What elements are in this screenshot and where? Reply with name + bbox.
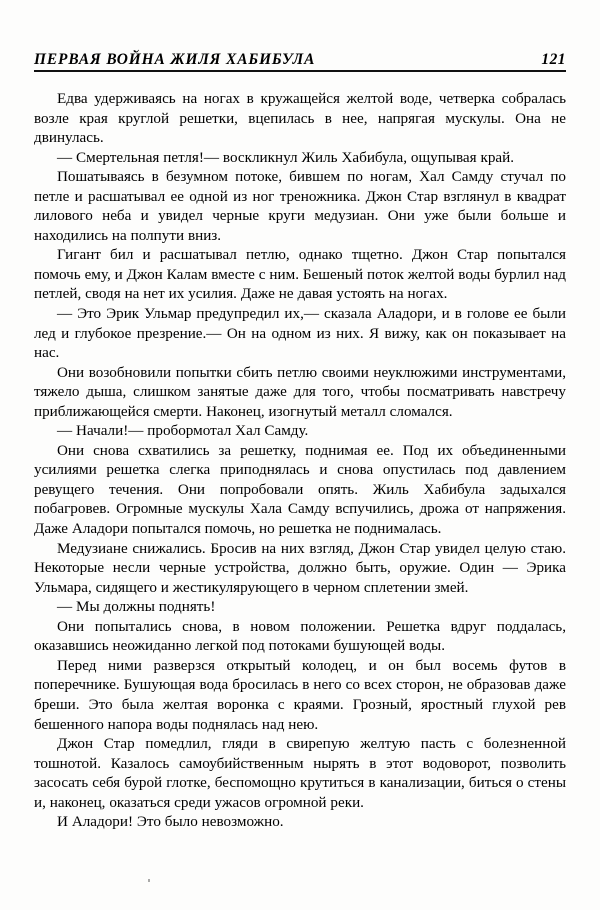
body-paragraph: Перед ними разверзся открытый колодец, и он был восемь футов в поперечнике. Бушующая вода бросилась в него со всех сторон, не образовав даже бреши. Это была желтая воронка с краями. Грозный, яростный глухой рев бешенного напора воды поднялась над нею. bbox=[34, 656, 566, 733]
body-paragraph: Медузиане снижались. Бросив на них взгляд, Джон Стар увидел целую стаю. Некоторые несли черные устройства, должно быть, оружие. Один — Эрика Ульмара, сидящего и жестикулярующего в черном сплетении змей. bbox=[34, 539, 566, 596]
body-paragraph: — Начали!— пробормотал Хал Самду. bbox=[57, 422, 309, 440]
body-paragraph: — Мы должны поднять! bbox=[57, 598, 216, 616]
running-head-title: ПЕРВАЯ ВОЙНА ЖИЛЯ ХАБИБУЛА bbox=[34, 50, 316, 68]
body-paragraph: — Смертельная петля!— воскликнул Жиль Хабибула, ощупывая край. bbox=[57, 148, 515, 166]
body-paragraph: Они снова схватились за решетку, поднимая ее. Под их объединенными усилиями решетка слегка приподнялась и снова опустилась под давлением ревущего течения. Они попробовали опять. Жиль Хабибула задыхался побагровев. Огромные мускулы Хала Самду вспучились, дрожа от напряжения. Даже Аладори попытался помочь, но решетка не поднималась. bbox=[34, 441, 566, 538]
page-number: 121 bbox=[541, 50, 566, 68]
body-text-column bbox=[34, 89, 566, 832]
running-head bbox=[34, 46, 566, 72]
body-paragraph: Гигант бил и расшатывал петлю, однако тщетно. Джон Стар попытался помочь ему, и Джон Калам вместе с ним. Бешеный поток желтой воды бурлил над петлей, сводя на нет их усилия. Даже не давая устоять на ногах. bbox=[34, 246, 566, 303]
body-paragraph: Джон Стар помедлил, гляди в свирепую желтую пасть с болезненной тошнотой. Казалось самоубийственным нырять в этот водоворот, позволить засосать себя бурой глотке, беспомощно крутиться в канализации, биться о стены и, наконец, оказаться среди ужасов огромной реки. bbox=[34, 735, 566, 811]
body-paragraph: Они попытались снова, в новом положении. Решетка вдруг поддалась, оказавшись неожиданно легкой под потоками бушующей воды. bbox=[34, 617, 566, 655]
scan-artifact-speck bbox=[148, 879, 150, 882]
body-paragraph: Они возобновили попытки сбить петлю своими неуклюжими инструментами, тяжело дыша, слишком занятые даже для того, чтобы посматривать навстречу приближающейся смерти. Наконец, изогнутый металл сломался. bbox=[34, 363, 566, 420]
body-paragraph: Едва удерживаясь на ногах в кружащейся желтой воде, четверка собралась возле края круглой решетки, вцепилась в нее, напрягая мускулы. Она не двинулась. bbox=[34, 90, 566, 147]
body-paragraph: — Это Эрик Ульмар предупредил их,— сказала Аладори, и в голове ее были лед и глубокое презрение.— Он на одном из них. Я вижу, как он показывает на нас. bbox=[34, 305, 566, 362]
body-paragraph: Пошатываясь в безумном потоке, бившем по ногам, Хал Самду стучал по петле и расшатывал ее одной из ног треножника. Джон Стар взглянул в квадрат лилового неба и увидел черные круги медузиан. Они уже были больше и находились на полпути вниз. bbox=[34, 168, 566, 244]
body-paragraph: И Аладори! Это было невозможно. bbox=[57, 813, 284, 831]
